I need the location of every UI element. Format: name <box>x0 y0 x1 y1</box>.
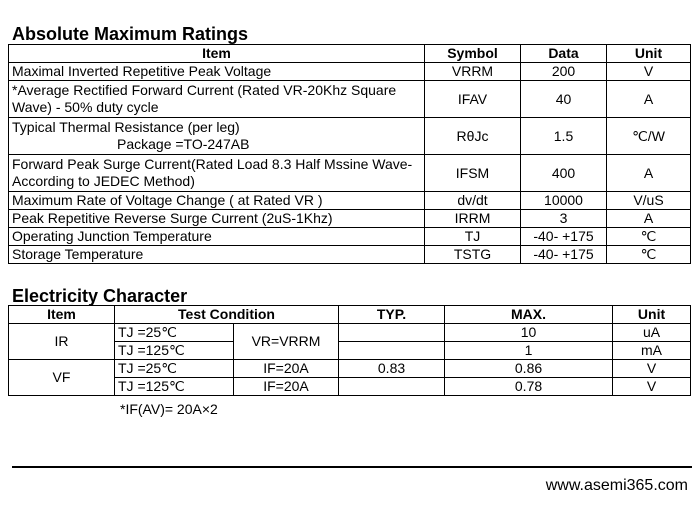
row-item-line1: Typical Thermal Resistance (per leg) <box>12 119 240 135</box>
row-data: 10000 <box>521 192 607 210</box>
row-data: -40- +175 <box>521 246 607 264</box>
row-unit: A <box>607 81 691 118</box>
electricity-title: Electricity Character <box>12 286 188 306</box>
row-tj: TJ =25℃ <box>115 324 234 342</box>
electricity-table <box>8 305 691 396</box>
row-item: Maximal Inverted Repetitive Peak Voltage <box>9 63 425 81</box>
row-unit: ℃ <box>607 246 691 264</box>
header-max: MAX. <box>445 306 613 324</box>
row-data: 3 <box>521 210 607 228</box>
row-condition: IF=20A <box>234 360 339 378</box>
row-item <box>9 118 425 155</box>
row-symbol: TSTG <box>425 246 521 264</box>
row-data: 400 <box>521 155 607 192</box>
header-unit: Unit <box>607 45 691 63</box>
website-link[interactable]: www.asemi365.com <box>545 477 688 494</box>
table-row <box>9 210 691 228</box>
header-test-condition: Test Condition <box>115 306 339 324</box>
row-unit: ℃ <box>607 228 691 246</box>
header-typ: TYP. <box>339 306 445 324</box>
row-unit: ℃/W <box>607 118 691 155</box>
row-symbol: RθJc <box>425 118 521 155</box>
row-symbol: TJ <box>425 228 521 246</box>
footnote: *IF(AV)= 20A×2 <box>120 401 218 417</box>
row-max: 0.78 <box>445 378 613 396</box>
row-symbol: IFSM <box>425 155 521 192</box>
row-data: -40- +175 <box>521 228 607 246</box>
row-item: Peak Repetitive Reverse Surge Current (2uS-1Khz) <box>9 210 425 228</box>
row-typ: 0.83 <box>339 360 445 378</box>
row-data: 40 <box>521 81 607 118</box>
row-max: 10 <box>445 324 613 342</box>
table-row <box>9 118 691 155</box>
row-unit: V <box>613 360 691 378</box>
divider <box>12 466 692 468</box>
row-item-vf: VF <box>9 360 115 396</box>
row-unit: mA <box>613 342 691 360</box>
row-typ <box>339 342 445 360</box>
row-max: 0.86 <box>445 360 613 378</box>
row-item: *Average Rectified Forward Current (Rated VR-20Khz Square Wave) - 50% duty cycle <box>9 81 425 118</box>
row-unit: V <box>607 63 691 81</box>
row-symbol: VRRM <box>425 63 521 81</box>
row-unit: uA <box>613 324 691 342</box>
row-tj: TJ =125℃ <box>115 378 234 396</box>
row-item: Storage Temperature <box>9 246 425 264</box>
row-condition: VR=VRRM <box>234 324 339 360</box>
table-row <box>9 81 691 118</box>
row-tj: TJ =25℃ <box>115 360 234 378</box>
header-data: Data <box>521 45 607 63</box>
row-typ <box>339 378 445 396</box>
row-item: Operating Junction Temperature <box>9 228 425 246</box>
row-unit: V/uS <box>607 192 691 210</box>
header-item: Item <box>9 45 425 63</box>
ratings-title: Absolute Maximum Ratings <box>12 24 249 44</box>
row-item: Forward Peak Surge Current(Rated Load 8.3 Half Mssine Wave-According to JEDEC Method) <box>9 155 425 192</box>
row-condition: IF=20A <box>234 378 339 396</box>
row-symbol: IRRM <box>425 210 521 228</box>
row-max: 1 <box>445 342 613 360</box>
row-item: Maximum Rate of Voltage Change ( at Rated VR ) <box>9 192 425 210</box>
table-row <box>9 63 691 81</box>
row-symbol: dv/dt <box>425 192 521 210</box>
row-symbol: IFAV <box>425 81 521 118</box>
header-unit: Unit <box>613 306 691 324</box>
header-symbol: Symbol <box>425 45 521 63</box>
table-row <box>9 228 691 246</box>
table-row <box>9 360 691 378</box>
row-data: 200 <box>521 63 607 81</box>
row-data: 1.5 <box>521 118 607 155</box>
ratings-table <box>8 44 691 264</box>
row-tj: TJ =125℃ <box>115 342 234 360</box>
table-row <box>9 155 691 192</box>
row-typ <box>339 324 445 342</box>
row-item-ir: IR <box>9 324 115 360</box>
table-row <box>9 246 691 264</box>
row-unit: A <box>607 210 691 228</box>
table-row <box>9 192 691 210</box>
header-item: Item <box>9 306 115 324</box>
row-unit: A <box>607 155 691 192</box>
row-unit: V <box>613 378 691 396</box>
table-row <box>9 324 691 342</box>
row-item-line2: Package =TO-247AB <box>117 136 250 152</box>
